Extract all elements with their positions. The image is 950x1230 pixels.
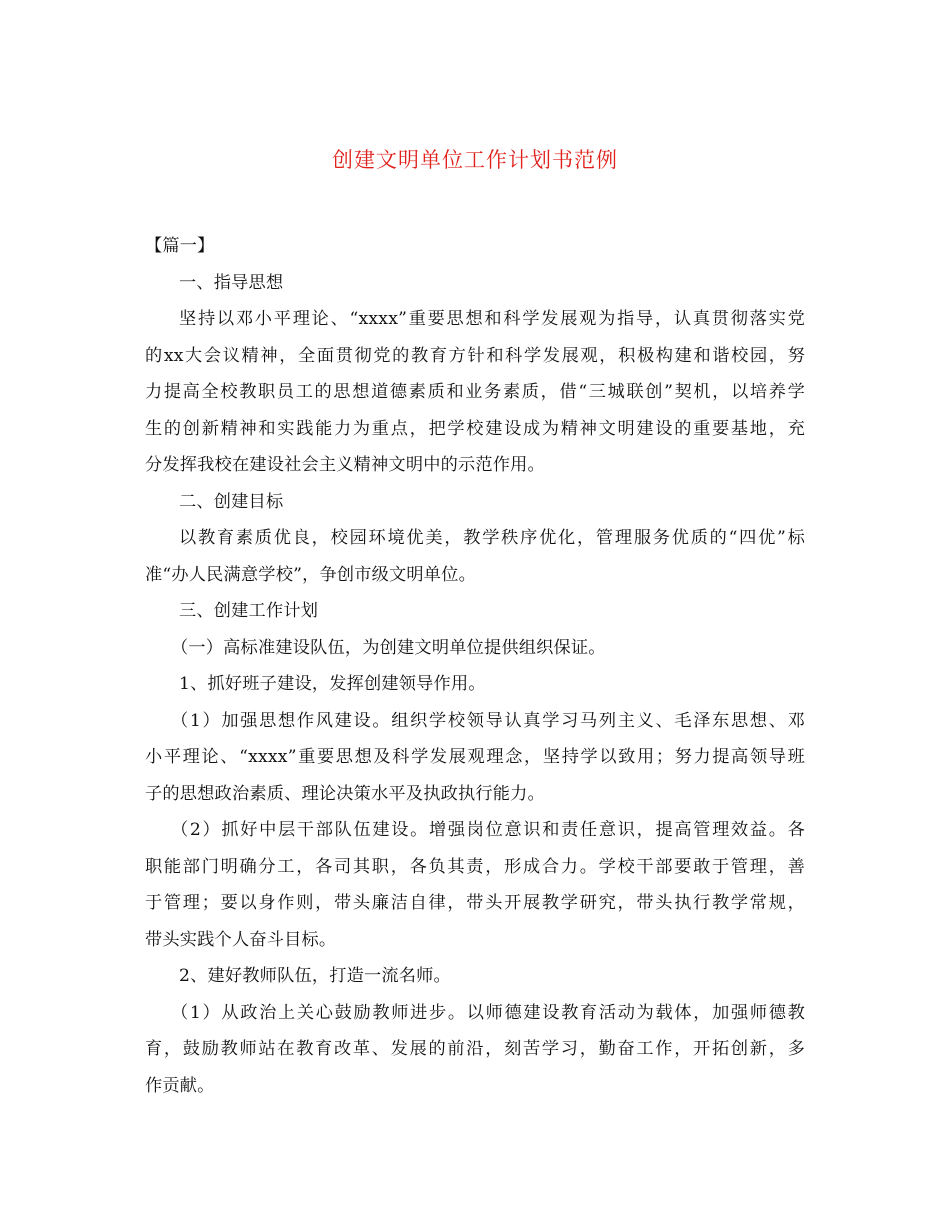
paragraph-line: （1）从政治上关心鼓励教师进步。以师德建设教育活动为载体，加强师德教: [171, 1002, 805, 1023]
paragraph-line: 的xx大会议精神，全面贯彻党的教育方针和科学发展观，积极构建和谐校园，努: [145, 345, 805, 366]
document-title: 创建文明单位工作计划书范例: [332, 148, 618, 172]
paragraph-line: 坚持以邓小平理论、“xxxx”重要思想和科学发展观为指导，认真贯彻落实党: [179, 309, 805, 329]
paragraph-line: 于管理；要以身作则，带头廉洁自律，带头开展教学研究，带头执行教学常规，: [145, 893, 805, 913]
paragraph-line: 以教育素质优良，校园环境优美，教学秩序优化，管理服务优质的“四优”标: [179, 528, 805, 548]
paragraph-line: 子的思想政治素质、理论决策水平及执政执行能力。: [145, 783, 545, 804]
subheading-line: 1、抓好班子建设，发挥创建领导作用。: [179, 674, 486, 694]
paragraph-line: 分发挥我校在建设社会主义精神文明中的示范作用。: [145, 455, 545, 475]
section-heading-part-one: 【篇一】: [145, 236, 215, 256]
heading-goals: 二、创建目标: [179, 491, 284, 512]
heading-guiding-ideology: 一、指导思想: [179, 272, 284, 293]
paragraph-line: （1）加强思想作风建设。组织学校领导认真学习马列主义、毛泽东思想、邓: [171, 710, 805, 731]
document-body: [145, 228, 805, 1104]
paragraph-line: 力提高全校教职员工的思想道德素质和业务素质，借“三城联创”契机，以培养学: [145, 382, 805, 402]
paragraph-line: 职能部门明确分工，各司其职，各负其责，形成合力。学校干部要敢于管理，善: [145, 856, 805, 877]
paragraph-line: 准“办人民满意学校”，争创市级文明单位。: [145, 564, 476, 585]
paragraph-line: 带头实践个人奋斗目标。: [145, 929, 337, 950]
paragraph-line: 育，鼓励教师站在教育改革、发展的前沿，刻苦学习，勤奋工作，开拓创新，多: [145, 1039, 805, 1059]
paragraph-line: 生的创新精神和实践能力为重点，把学校建设成为精神文明建设的重要基地，充: [145, 418, 805, 439]
subheading-line: 2、建好教师队伍，打造一流名师。: [179, 966, 451, 986]
paragraph-line: 作贡献。: [145, 1075, 215, 1096]
heading-work-plan: 三、创建工作计划: [179, 601, 319, 621]
paragraph-line: （2）抓好中层干部队伍建设。增强岗位意识和责任意识，提高管理效益。各: [171, 820, 805, 840]
subheading-line: （一）高标准建设队伍，为创建文明单位提供组织保证。: [171, 637, 606, 658]
paragraph-line: 小平理论、“xxxx”重要思想及科学发展观理念，坚持学以致用；努力提高领导班: [145, 747, 805, 767]
